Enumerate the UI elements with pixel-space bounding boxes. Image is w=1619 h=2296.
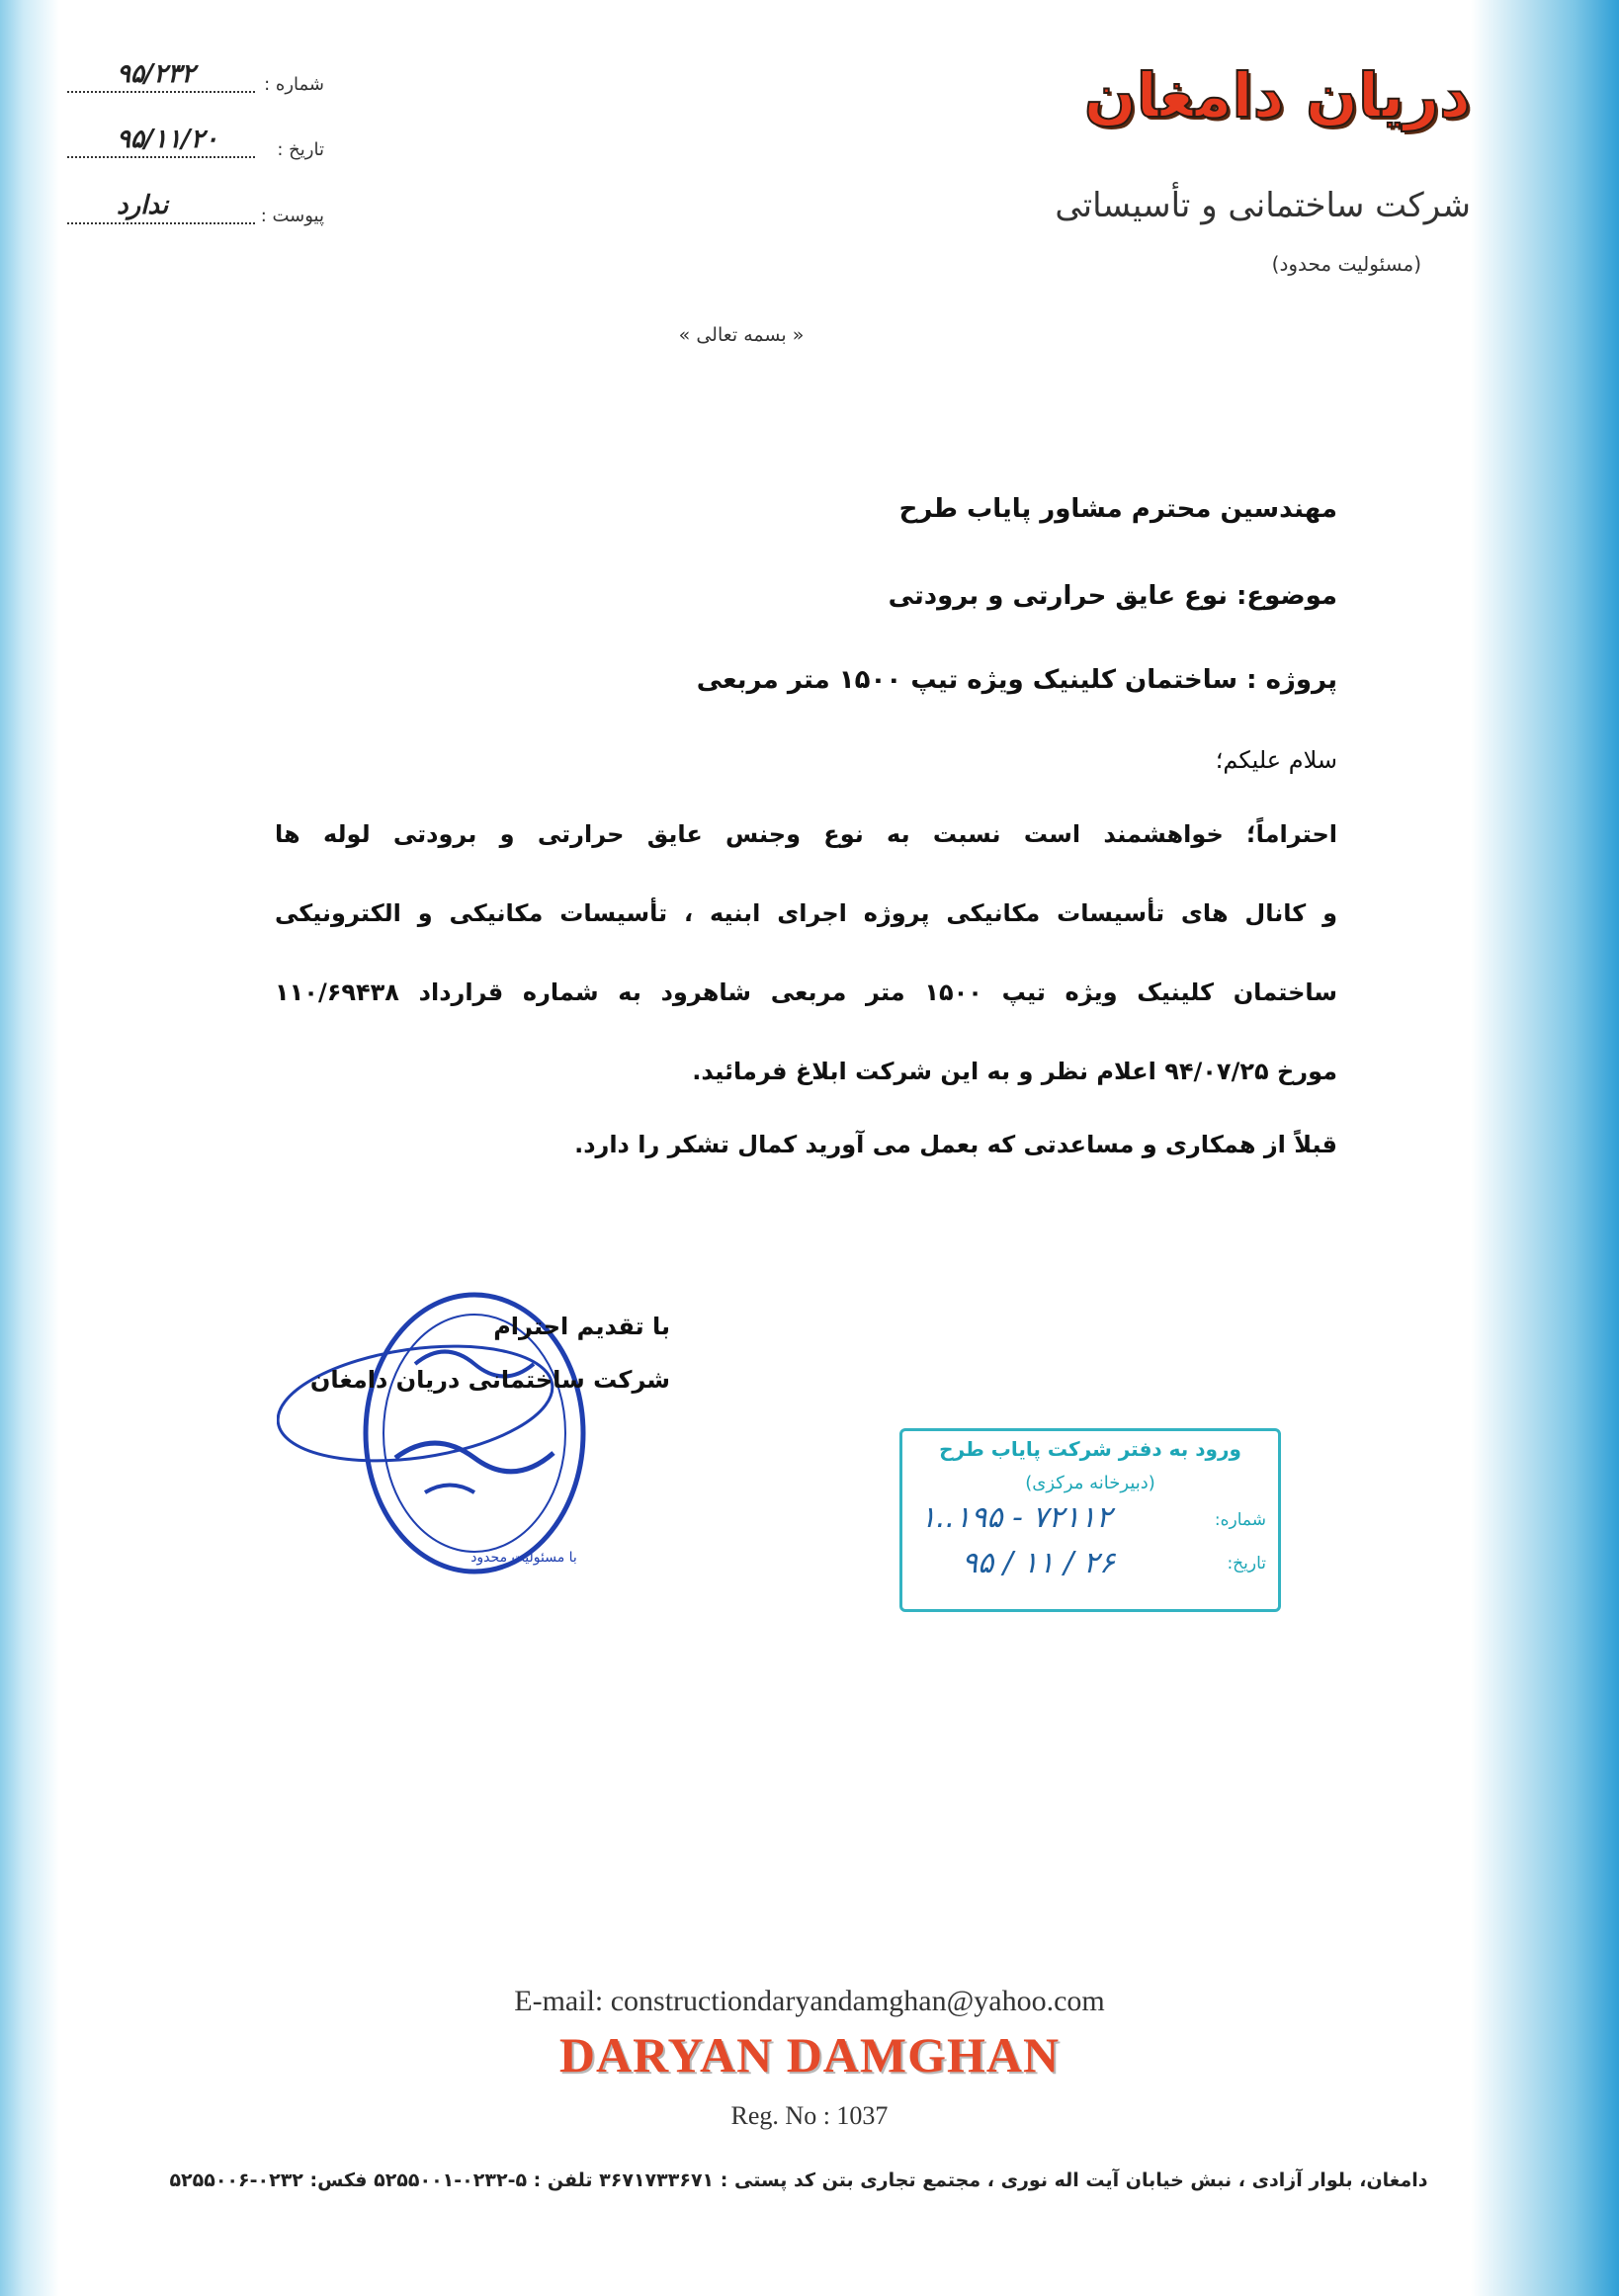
attachment-value: ندارد xyxy=(117,191,169,220)
project-line: پروژه : ساختمان کلینیک ویژه تیپ ۱۵۰۰ متر مربعی xyxy=(696,665,1337,695)
letter-number-value: ۹۵/۲۳۲ xyxy=(117,59,196,89)
company-type: (مسئولیت محدود) xyxy=(1271,252,1421,276)
dotted-line xyxy=(67,156,255,158)
received-number-label: شماره: xyxy=(1214,1510,1266,1530)
company-logo: دریان دامغان xyxy=(1083,59,1471,131)
body-line: و کانال های تأسیسات مکانیکی پروژه اجرای ابنیه ، تأسیسات مکانیکی و الکترونیکی xyxy=(275,899,1337,927)
company-name: شرکت ساختمانی و تأسیساتی xyxy=(1055,186,1471,225)
closing-company: شرکت ساختمانی دریان دامغان xyxy=(309,1366,670,1394)
greeting-line: سلام علیکم؛ xyxy=(1215,746,1337,774)
bismillah-heading: « بسمه تعالی » xyxy=(678,324,805,346)
letter-number-field xyxy=(67,61,324,101)
letter-date-value: ۹۵/۱۱/۲۰ xyxy=(117,125,218,154)
recipient-line: مهندسین محترم مشاور پایاب طرح xyxy=(898,494,1337,524)
subject-line: موضوع: نوع عایق حرارتی و برودتی xyxy=(888,581,1337,611)
received-date-label: تاریخ: xyxy=(1227,1554,1266,1573)
dotted-line xyxy=(67,91,255,93)
footer-address: دامغان، بلوار آزادی ، نبش خیابان آیت اله نوری ، مجتمع تجاری بتن کد پستی : ۳۶۷۱۷۳۳۶۷۱ تلفن : ۵-۰۲۳۲-۵۲۵۵۰۰۱ فکس: ۰۲۳۲-۵۲۵۵۰۰۶ xyxy=(169,2169,1428,2191)
thanks-line: قبلاً از همکاری و مساعدتی که بعمل می آورید کمال تشکر را دارد. xyxy=(574,1131,1337,1158)
body-line: احتراماً؛ خواهشمند است نسبت به نوع وجنس عایق حرارتی و برودتی لوله ها xyxy=(275,820,1337,848)
received-number-value: ۱..۱۹۵ - ۷۲۱۱۲ xyxy=(920,1500,1112,1535)
attachment-field xyxy=(67,193,324,232)
letter-date-label: تاریخ : xyxy=(277,139,324,160)
footer-email: E-mail: constructiondaryandamghan@yahoo.com xyxy=(514,1985,1105,2017)
footer-brand: DARYAN DAMGHAN xyxy=(558,2027,1061,2083)
letter-number-label: شماره : xyxy=(264,74,324,95)
received-date-value: ۹۵ / ۱۱ / ۲۶ xyxy=(962,1546,1116,1580)
body-line: ساختمان کلینیک ویژه تیپ ۱۵۰۰ متر مربعی شاهرود به شماره قرارداد ۱۱۰/۶۹۴۳۸ xyxy=(275,978,1337,1006)
body-line: مورخ ۹۴/۰۷/۲۵ اعلام نظر و به این شرکت ابلاغ فرمائید. xyxy=(692,1058,1337,1085)
footer-reg-number: Reg. No : 1037 xyxy=(730,2101,889,2130)
letter-date-field xyxy=(67,127,324,166)
received-stamp-subtitle: (دبیرخانه مرکزی) xyxy=(1025,1473,1155,1493)
attachment-label: پیوست : xyxy=(260,206,324,226)
received-stamp-title: ورود به دفتر شرکت پایاب طرح xyxy=(939,1437,1241,1461)
seal-bottom-text: با مسئولیت محدود xyxy=(470,1550,577,1566)
dotted-line xyxy=(67,222,255,224)
decorative-blue-band-right xyxy=(1471,0,1619,2296)
received-stamp xyxy=(899,1428,1281,1612)
closing-regards: با تقدیم احترام xyxy=(493,1313,670,1340)
